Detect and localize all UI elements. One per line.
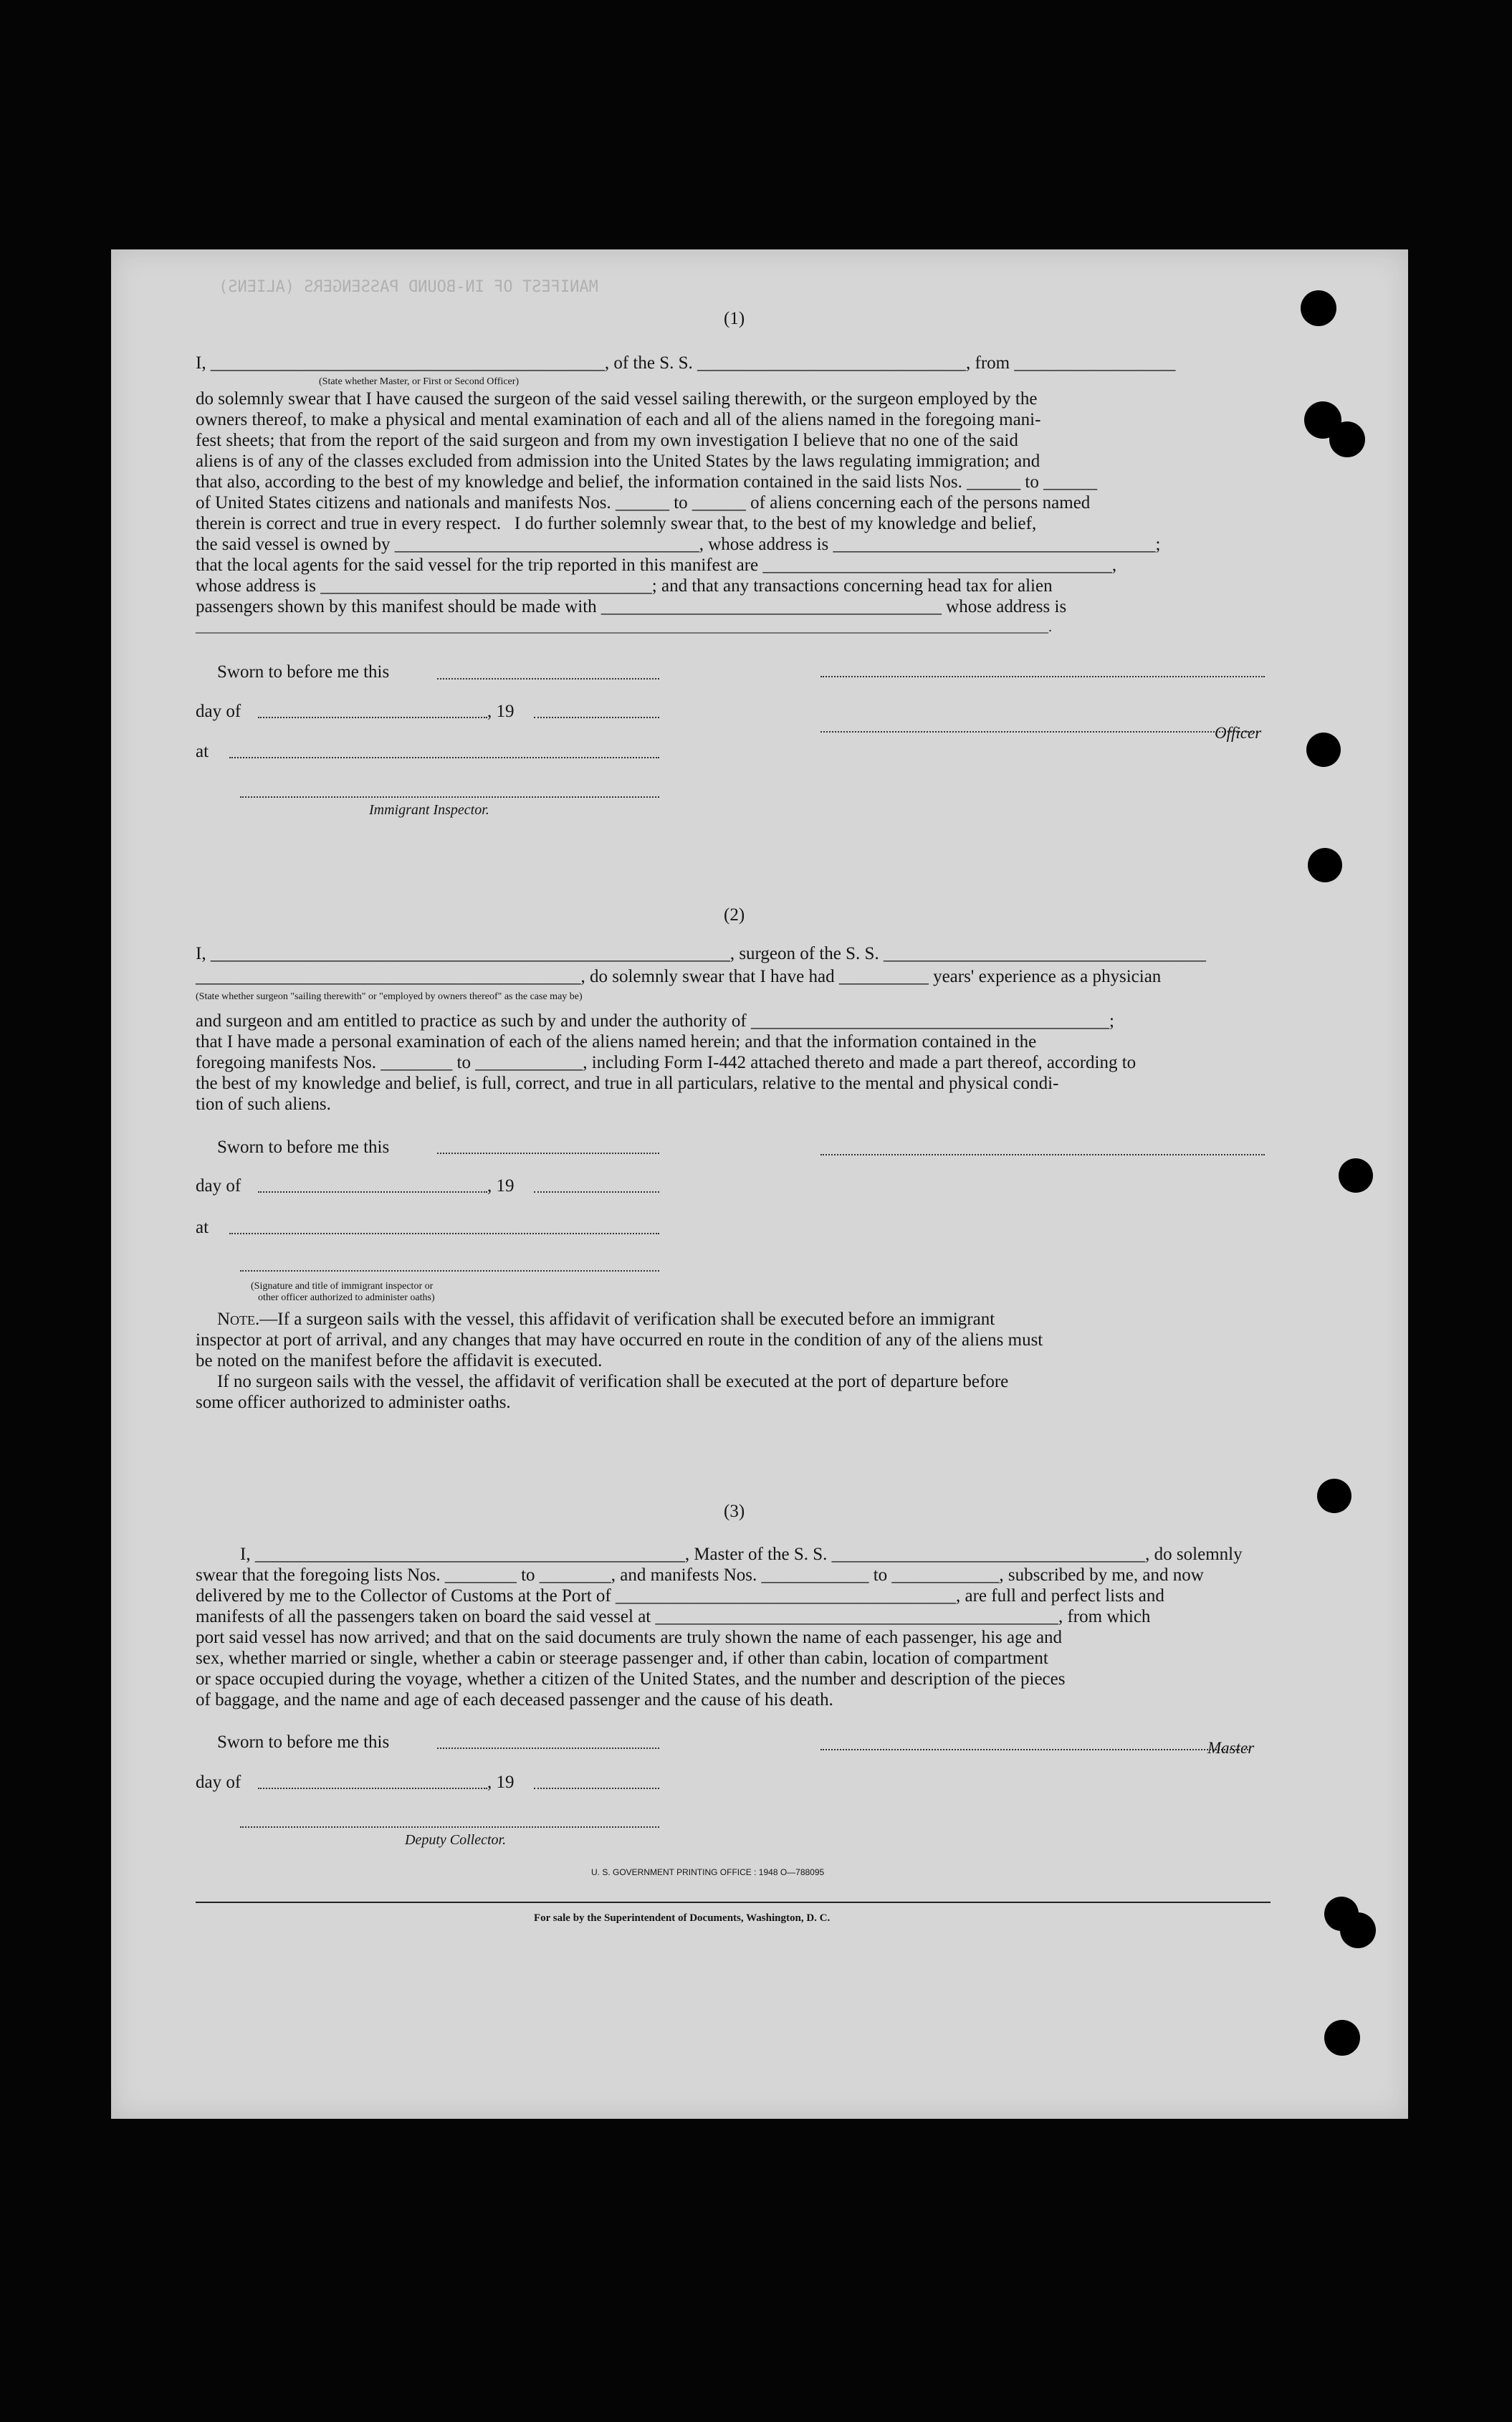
section-1-officer-label: Officer: [1215, 724, 1262, 742]
section-1-at-line: [229, 757, 659, 758]
punch-hole: [1340, 1912, 1376, 1948]
note-line: inspector at port of arrival, and any changes that may have occurred en route in the condition of any of the aliens must: [196, 1330, 1043, 1350]
punch-hole: [1306, 733, 1341, 767]
section-3-day-line: [258, 1788, 487, 1789]
section-1-officer-note: (State whether Master, or First or Second Officer): [319, 376, 520, 387]
section-1-body-line: passengers shown by this manifest should be made with ______________________________________ whose address is: [196, 597, 1067, 616]
section-3-collector-label: Deputy Collector.: [405, 1832, 507, 1848]
section-2-signature-line: [240, 1270, 659, 1272]
section-3-year-line: [534, 1788, 659, 1789]
section-1-inspector-label: Immigrant Inspector.: [369, 802, 489, 818]
section-1-body-line: the said vessel is owned by __________________________________, whose address is ____________________________________;: [196, 535, 1161, 554]
section-2-signature-label-1: (Signature and title of immigrant inspector or: [251, 1281, 434, 1292]
section-1-at-label: at: [196, 742, 209, 761]
section-3-body-line: of baggage, and the name and age of each deceased passenger and the cause of his death.: [196, 1690, 833, 1710]
section-2-body-line: and surgeon and am entitled to practice as such by and under the authority of ________________________________________;: [196, 1011, 1114, 1031]
section-1-body-line: aliens is of any of the classes excluded from admission into the United States by the laws regulating immigration; and: [196, 452, 1040, 471]
section-2-day-label: day of: [196, 1176, 241, 1196]
for-sale-line: For sale by the Superintendent of Documents, Washington, D. C.: [534, 1912, 831, 1924]
section-2-day-line: [258, 1191, 487, 1193]
note-line: If no surgeon sails with the vessel, the affidavit of verification shall be executed at the port of departure before: [217, 1372, 1009, 1391]
section-3-number: (3): [724, 1502, 745, 1521]
section-3-collector-line: [240, 1826, 659, 1828]
section-1-body-line: owners thereof, to make a physical and mental examination of each and all of the aliens named in the foregoing mani-: [196, 410, 1041, 429]
section-2-oath-line: I, __________________________________________________________, surgeon of the S. S. ____________________________________: [196, 944, 1206, 963]
section-1-number: (1): [724, 309, 745, 328]
section-1-day-line: [258, 717, 487, 718]
section-1-inspector-line: [240, 796, 659, 798]
section-2-at-label: at: [196, 1218, 209, 1237]
note-line: be noted on the manifest before the affidavit is executed.: [196, 1351, 603, 1370]
section-3-sworn-line: [437, 1748, 659, 1749]
section-1-body-line: whose address is _____________________________________; and that any transactions concerning head tax for alien: [196, 576, 1053, 596]
section-1-body-line: that the local agents for the said vessel for the trip reported in this manifest are _______________________________________,: [196, 556, 1117, 575]
note-lead: Note.: [217, 1310, 260, 1329]
section-1-body-line: that also, according to the best of my knowledge and belief, the information contained in the said lists Nos. ______ to ______: [196, 472, 1098, 492]
section-2-oath-line-2: ___________________________________________, do solemnly swear that I have had __________ years' experience as a physician: [196, 967, 1162, 986]
punch-hole: [1329, 421, 1365, 457]
punch-hole: [1339, 1158, 1373, 1193]
section-2-signature-label-2: other officer authorized to administer oaths): [258, 1292, 435, 1303]
section-1-body-line: therein is correct and true in every respect. I do further solemnly swear that, to the best of my knowledge and belief,: [196, 514, 1037, 533]
note-line: some officer authorized to administer oaths.: [196, 1393, 511, 1412]
bleed-through-text: MANIFEST OF IN-BOUND PASSENGERS (ALIENS): [219, 278, 598, 296]
section-2-body-line: the best of my knowledge and belief, is full, correct, and true in all particulars, relative to the mental and physical condi-: [196, 1074, 1059, 1093]
gpo-imprint: U. S. GOVERNMENT PRINTING OFFICE : 1948 O—788095: [591, 1867, 825, 1877]
section-2-body-line: tion of such aliens.: [196, 1095, 331, 1114]
section-1-officer-line: [820, 731, 1258, 733]
section-2-body-line: that I have made a personal examination of each of the aliens named herein; and that the information contained in the: [196, 1032, 1037, 1052]
section-2-year-line: [534, 1191, 659, 1193]
section-1-day-label: day of: [196, 702, 241, 721]
punch-hole: [1317, 1479, 1351, 1513]
section-3-master-line: [820, 1749, 1250, 1750]
section-3-day-label: day of: [196, 1773, 241, 1792]
section-1-oath-line: I, ____________________________________________, of the S. S. ______________________________, from __________________: [196, 353, 1176, 373]
punch-hole: [1308, 848, 1342, 882]
section-1-sworn-label: Sworn to before me this: [217, 662, 390, 682]
section-3-body-line: sex, whether married or single, whether a cabin or steerage passenger and, if other than cabin, location of compartment: [196, 1649, 1048, 1668]
section-1-body-line: of United States citizens and nationals and manifests Nos. ______ to ______ of aliens concerning each of the persons named: [196, 493, 1091, 512]
note-line: —If a surgeon sails with the vessel, this affidavit of verification shall be executed before an immigrant: [259, 1310, 995, 1329]
section-2-right-line: [820, 1154, 1265, 1155]
form-page: [111, 249, 1408, 2119]
punch-hole: [1324, 2020, 1360, 2056]
section-3-sworn-label: Sworn to before me this: [217, 1732, 390, 1752]
section-2-year-label: , 19: [487, 1176, 515, 1196]
section-3-body-line: or space occupied during the voyage, whether a citizen of the United States, and the number and description of the pieces: [196, 1669, 1066, 1689]
section-2-note: (State whether surgeon "sailing therewith" or "employed by owners thereof" as the case may be): [196, 991, 583, 1002]
section-1-year-line: [534, 717, 659, 718]
section-2-sworn-line: [437, 1153, 659, 1154]
section-3-body-line: port said vessel has now arrived; and that on the said documents are truly shown the name of each passenger, his age and: [196, 1628, 1063, 1647]
section-2-number: (2): [724, 905, 745, 925]
section-1-body-line: do solemnly swear that I have caused the surgeon of the said vessel sailing therewith, or the surgeon employed by the: [196, 389, 1038, 409]
punch-hole: [1301, 290, 1336, 326]
section-3-oath-line: I, ________________________________________________, Master of the S. S. ___________________________________, do solemnly: [240, 1545, 1243, 1564]
section-3-body-line: manifests of all the passengers taken on board the said vessel at _____________________________________________, from which: [196, 1607, 1151, 1626]
footer-rule: [196, 1902, 1271, 1903]
section-1-body-line: fest sheets; that from the report of the said surgeon and from my own investigation I believe that no one of the said: [196, 431, 1018, 450]
section-2-at-line: [229, 1233, 659, 1234]
section-2-body-line: foregoing manifests Nos. ________ to ____________, including Form I-442 attached thereto and made a part thereof, according to: [196, 1053, 1137, 1072]
section-2-sworn-label: Sworn to before me this: [217, 1138, 390, 1157]
section-1-sworn-line: [437, 678, 659, 680]
section-1-officer-line-top: [820, 676, 1265, 677]
section-1-year-label: , 19: [487, 702, 515, 721]
note-first-line: [217, 1309, 995, 1330]
section-3-body-line: swear that the foregoing lists Nos. ________ to ________, and manifests Nos. ____________ to ____________, subscribed by me, and now: [196, 1565, 1204, 1585]
section-3-year-label: , 19: [487, 1773, 515, 1792]
section-3-master-label: Master: [1207, 1739, 1255, 1757]
section-1-body-line: _______________________________________________________________________________________________________________________.: [196, 619, 1052, 635]
section-3-body-line: delivered by me to the Collector of Customs at the Port of ______________________________________, are full and perfect lists and: [196, 1586, 1164, 1606]
